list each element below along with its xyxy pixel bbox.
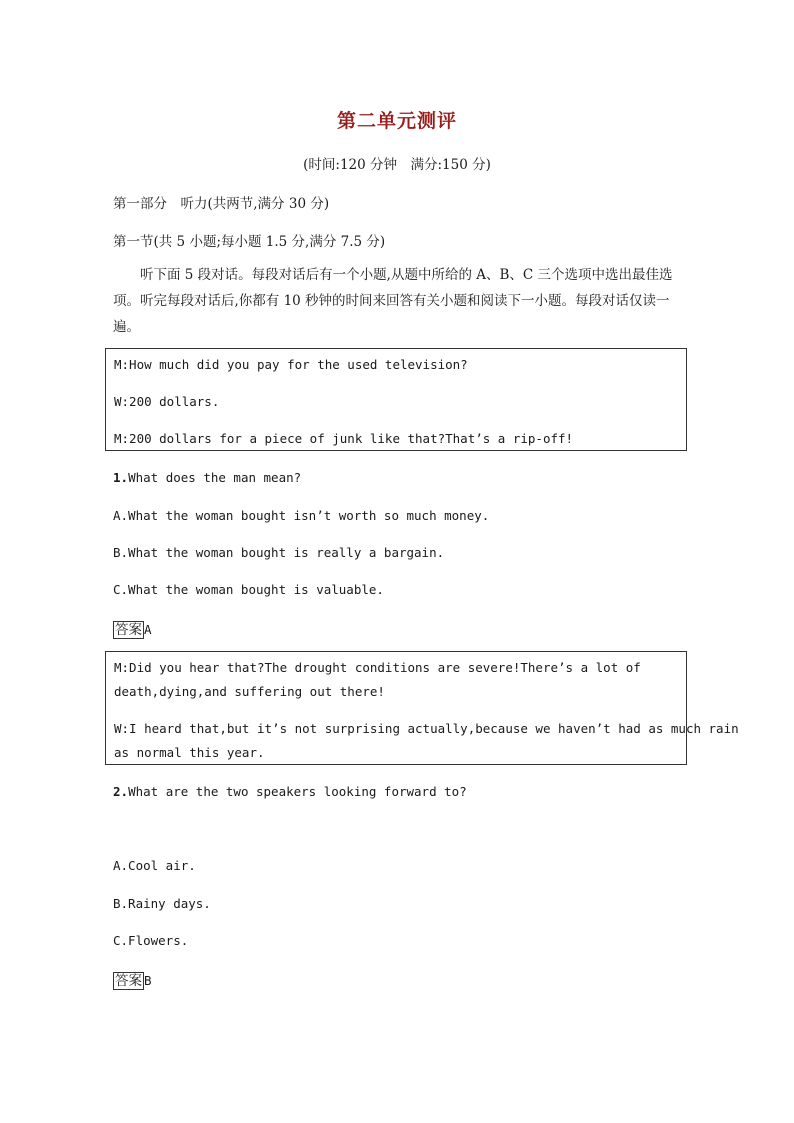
option-b: B.What the woman bought is really a bargain. [113,545,445,560]
answer-value: A [144,622,152,637]
question-number: 2. [113,784,129,799]
dialog-line: M:How much did you pay for the used television? [114,357,468,372]
page-title: 第二单元测评 [336,110,457,132]
option-c: C.What the woman bought is valuable. [113,582,384,597]
dialog-line: W:I heard that,but it’s not surprising actually,because we haven’t had as much rain [114,721,739,736]
question-text: What does the man mean? [128,470,302,485]
dialog-line: M:Did you hear that?The drought conditions are severe!There’s a lot of [114,660,641,675]
option-a: A.Cool air. [113,858,196,873]
dialog-line: as normal this year. [114,745,265,760]
dialog-box-2 [105,651,739,765]
question-text: What are the two speakers looking forward to? [128,784,467,799]
part-heading: 第一部分 听力(共两节,满分 30 分) [113,196,330,212]
dialog-line: death,dying,and suffering out there! [114,684,385,699]
question-1 [113,470,301,485]
option-c: C.Flowers. [113,933,189,948]
answer-1 [113,618,152,638]
answer-label: 答案 [115,622,142,638]
dialog-line: M:200 dollars for a piece of junk like that?That’s a rip-off! [114,431,574,446]
answer-value: B [144,973,152,988]
question-2 [113,784,467,799]
question-number: 1. [113,470,129,485]
answer-label: 答案 [115,973,142,989]
instructions-paragraph: 听下面 5 段对话。每段对话后有一个小题,从题中所给的 A、B、C 三个选项中选出最佳选项。听完每段对话后,你都有 10 秒钟的时间来回答有关小题和阅读下一小题。每段对话仅读一遍。 [113,267,673,335]
section-heading: 第一节(共 5 小题;每小题 1.5 分,满分 7.5 分) [113,234,386,250]
option-b: B.Rainy days. [113,896,211,911]
answer-2 [113,969,152,989]
dialog-box-1 [105,348,687,451]
option-a: A.What the woman bought isn’t worth so much money. [113,508,490,523]
dialog-line: W:200 dollars. [114,394,220,409]
exam-time-score: (时间:120 分钟 满分:150 分) [303,157,491,173]
